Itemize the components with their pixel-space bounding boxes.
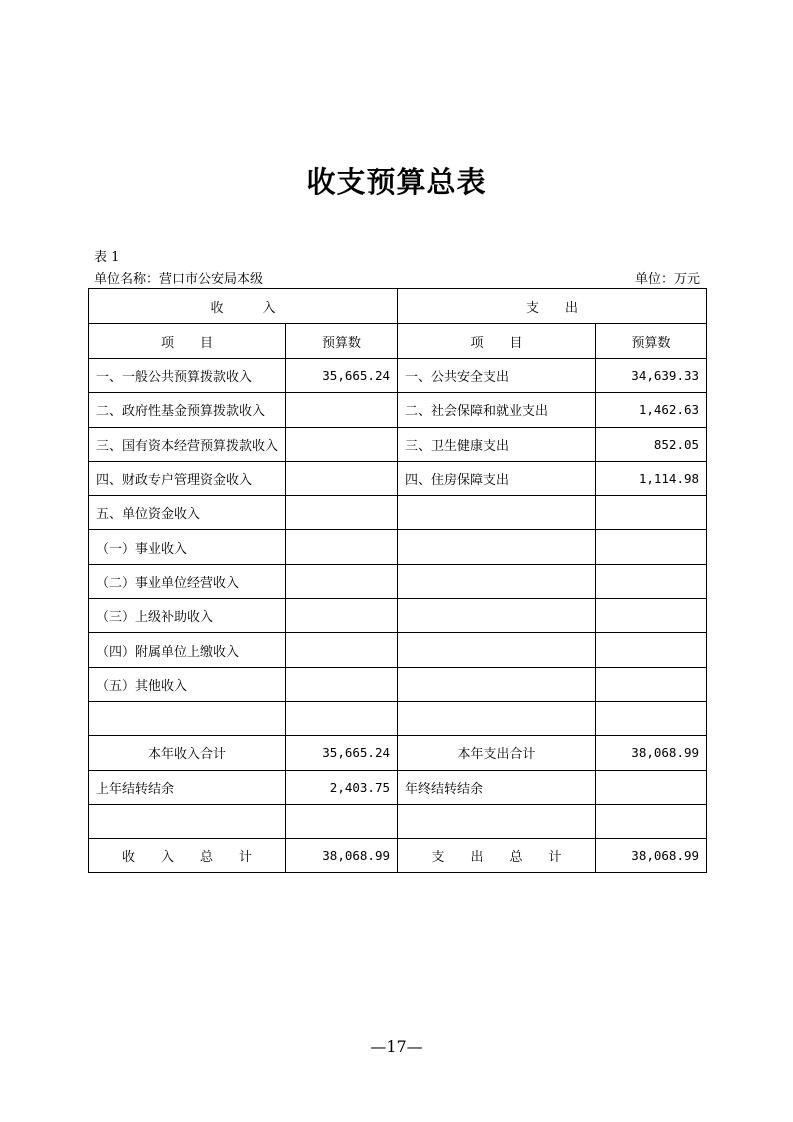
expense-value-cell [596,496,707,530]
expense-subtotal-value: 38,068.99 [596,736,707,770]
expense-item-cell [398,633,596,667]
table-row [89,701,707,735]
expense-item-cell: 三、卫生健康支出 [398,427,596,461]
income-value-cell [286,633,398,667]
table-row [89,530,707,564]
subtotal-row [89,736,707,770]
expense-item-cell: 二、社会保障和就业支出 [398,393,596,427]
income-header: 收 入 [89,289,398,324]
income-carryover-label: 上年结转结余 [89,770,286,804]
income-subtotal-value: 35,665.24 [286,736,398,770]
income-value-cell [286,393,398,427]
expense-value-cell: 34,639.33 [596,359,707,393]
expense-carryover-value [596,770,707,804]
expense-item-column-header: 项 目 [398,324,596,359]
page-title: 收支预算总表 [306,165,487,199]
income-item-cell: 四、财政专户管理资金收入 [89,461,286,495]
table-row [89,633,707,667]
currency-unit: 单位：万元 [634,272,700,287]
expense-subtotal-label: 本年支出合计 [398,736,596,770]
income-value-cell: 35,665.24 [286,359,398,393]
expense-carryover-label: 年终结转结余 [398,770,596,804]
income-item-cell: （二）事业单位经营收入 [89,564,286,598]
income-item-cell [89,701,286,735]
income-value-cell [286,427,398,461]
blank-cell [286,804,398,838]
expense-value-cell [596,633,707,667]
column-header-row [89,324,707,359]
income-value-cell [286,496,398,530]
table-row [89,667,707,701]
expense-item-cell [398,701,596,735]
table-row [89,359,707,393]
income-item-cell: （四）附属单位上缴收入 [89,633,286,667]
income-item-cell: 五、单位资金收入 [89,496,286,530]
table-row [89,393,707,427]
expense-item-cell [398,599,596,633]
expense-header: 支 出 [398,289,707,324]
expense-value-cell: 1,114.98 [596,461,707,495]
income-item-cell: （三）上级补助收入 [89,599,286,633]
section-header-row [89,289,707,324]
expense-value-cell [596,564,707,598]
unit-name: 单位名称：营口市公安局本级 [94,272,264,287]
income-value-cell [286,530,398,564]
income-value-cell [286,667,398,701]
income-item-cell: 二、政府性基金预算拨款收入 [89,393,286,427]
expense-item-cell [398,496,596,530]
table-row [89,427,707,461]
expense-value-cell: 852.05 [596,427,707,461]
income-value-cell [286,564,398,598]
table-row [89,599,707,633]
page-number: —17— [370,1037,423,1056]
expense-total-label: 支 出 总 计 [398,839,596,873]
income-item-column-header: 项 目 [89,324,286,359]
income-total-label: 收 入 总 计 [89,839,286,873]
expense-item-cell: 一、公共安全支出 [398,359,596,393]
blank-row [89,804,707,838]
expense-budget-column-header: 预算数 [596,324,707,359]
blank-cell [398,804,596,838]
income-item-cell: 三、国有资本经营预算拨款收入 [89,427,286,461]
income-item-cell: 一、一般公共预算拨款收入 [89,359,286,393]
income-value-cell [286,599,398,633]
income-item-cell: （一）事业收入 [89,530,286,564]
expense-value-cell [596,530,707,564]
table-row [89,564,707,598]
expense-value-cell: 1,462.63 [596,393,707,427]
budget-summary-table [88,288,707,873]
expense-value-cell [596,701,707,735]
expense-item-cell: 四、住房保障支出 [398,461,596,495]
table-number: 表 1 [94,250,120,265]
income-value-cell [286,461,398,495]
expense-total-value: 38,068.99 [596,839,707,873]
income-budget-column-header: 预算数 [286,324,398,359]
blank-cell [596,804,707,838]
income-item-cell: （五）其他收入 [89,667,286,701]
carryover-row [89,770,707,804]
income-value-cell [286,701,398,735]
expense-value-cell [596,667,707,701]
grand-total-row [89,839,707,873]
table-row [89,496,707,530]
blank-cell [89,804,286,838]
income-subtotal-label: 本年收入合计 [89,736,286,770]
table-row [89,461,707,495]
expense-item-cell [398,564,596,598]
income-carryover-value: 2,403.75 [286,770,398,804]
expense-item-cell [398,667,596,701]
expense-value-cell [596,599,707,633]
expense-item-cell [398,530,596,564]
income-total-value: 38,068.99 [286,839,398,873]
